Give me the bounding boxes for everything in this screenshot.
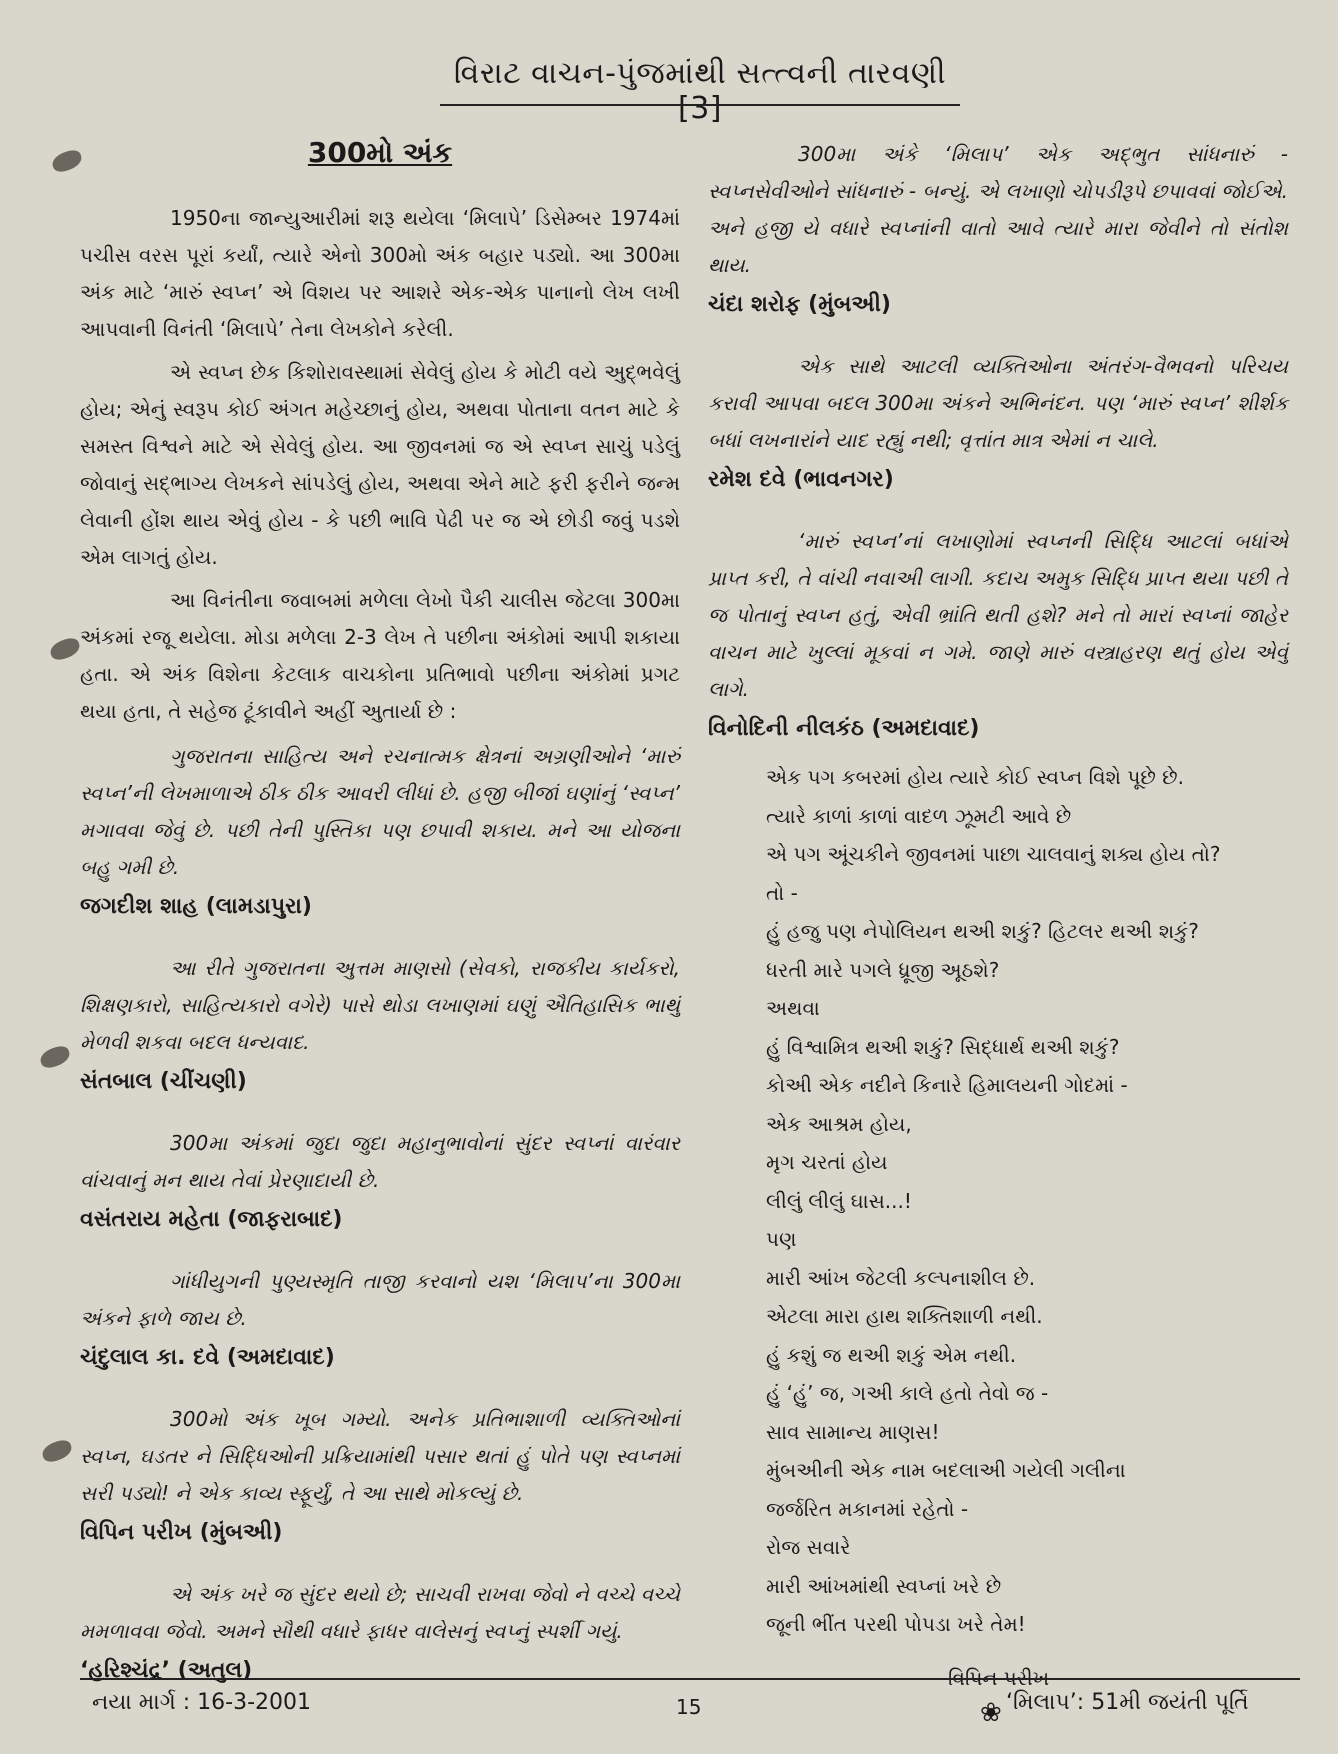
- poem-line: એટલા મારા હાથ શક્તિશાળી નથી.: [766, 1304, 1043, 1328]
- poem-line: મારી આંખ જેટલી કલ્પનાશીલ છે.: [766, 1265, 1036, 1290]
- reader-response: 300મો અંક ખૂબ ગમ્યો. અનેક પ્રતિભાશાળી વ્યક્તિઓનાં સ્વપ્ન, ઘડતર ને સિદ્ધિઓની પ્રક્રિયામાંથી પસાર થતાં હું પોતે પણ સ્વપ્નમાં સરી પડ્યો! ને એક કાવ્ય સ્ફૂર્યું, તે આ સાથે મોકલ્યું છે.: [80, 1407, 680, 1505]
- intro-paragraph: એ સ્વપ્ન છેક કિશોરાવસ્થામાં સેવેલું હોય કે મોટી વયે અુદ્ભવેલું હોય; એનું સ્વરૂપ કોઈ અંગત મહેચ્છાનું હોય, અથવા પોતાના વતન માટે કે સમસ્ત વિશ્વને માટે એ સેવેલું હોય. આ જીવનમાં જ એ સ્વપ્ન સાચું પડેલું જોવાનું સદ્ભાગ્ય લેખકને સાંપડેલું હોય, અથવા એને માટે ફરી ફરીને જન્મ લેવાની હોંશ થાય એવું હોય - કે પછી ભાવિ પેઢી પર જ એ છોડી જવું પડશે એમ લાગતું હોય.: [80, 360, 680, 569]
- poem-line: સાવ સામાન્ય માણસ!: [766, 1419, 940, 1444]
- poem-line: હું ‘હું’ જ, ગઅી કાલે હતો તેવો જ -: [766, 1381, 1049, 1405]
- footer-publication-date: નયા માર્ગ : 16-3-2001: [92, 1690, 312, 1715]
- page-header-title: વિરાટ વાચન-પુંજમાંથી સત્ત્વની તારવણી [3]: [453, 56, 947, 126]
- poem-line: હું હજુ પણ નેપોલિયન થઅી શકું? હિટલર થઅી શકું?: [766, 919, 1199, 943]
- poem-line: લીલું લીલું ઘાસ...!: [766, 1188, 912, 1213]
- reader-response: 300મા અંકમાં જુદા જુદા મહાનુભાવોનાં સુંદર સ્વપ્નાં વારંવાર વાંચવાનું મન થાય તેવાં પ્રેરણાદાયી છે.: [80, 1131, 680, 1192]
- flower-ornament-icon: ❀: [980, 1697, 1002, 1728]
- poem-line: એ પગ અૂંચકીને જીવનમાં પાછા ચાલવાનું શક્ય હોય તો?: [766, 842, 1221, 866]
- response-author: ચંદુલાલ કા. દવે (અમદાવાદ): [80, 1345, 335, 1370]
- article-title: 300મો અંક: [307, 136, 453, 169]
- poem-line: અથવા: [766, 996, 820, 1020]
- poem-line: મુંબઅીની એક નામ બદલાઅી ગયેલી ગલીના: [766, 1458, 1126, 1482]
- page-number: 15: [676, 1695, 702, 1719]
- reader-response: ગુજરાતના સાહિત્ય અને રચનાત્મક ક્ષેત્રનાં અગ્રણીઓને ‘મારું સ્વપ્ન’ની લેખમાળાએ ઠીક ઠીક આવરી લીધાં છે. હજી બીજાં ઘણાંનું ‘સ્વપ્ન’ મગાવવા જેવું છે. પછી તેની પુસ્તિકા પણ છપાવી શકાય. મને આ યોજના બહુ ગમી છે.: [80, 744, 680, 879]
- intro-paragraph: 1950ના જાન્યુઆરીમાં શરૂ થયેલા ‘મિલાપે’ ડિસેમ્બર 1974માં પચીસ વરસ પૂરાં કર્યાં, ત્યારે એનો 300મો અંક બહાર પડ્યો. આ 300મા અંક માટે ‘મારું સ્વપ્ન’ એ વિશય પર આશરે એક-એક પાનાનો લેખ લખી આપવાની વિનંતી ‘મિલાપે’ તેના લેખકોને કરેલી.: [80, 206, 680, 341]
- footer-supplement-title: ‘મિલાપ’: 51મી જયંતી પૂર્તિ: [1006, 1690, 1249, 1715]
- response-author: ‘હરિશ્ચંદ્ર’ (અતુલ): [80, 1658, 253, 1683]
- punch-hole-mark: [40, 1437, 74, 1464]
- header-rule: [440, 104, 960, 106]
- response-author: વસંતરાય મહેતા (જાફરાબાદ): [80, 1207, 343, 1232]
- punch-hole-mark: [48, 635, 82, 662]
- response-author: વિપિન પરીખ (મુંબઅી): [80, 1520, 283, 1545]
- response-author: વિનોદિની નીલકંઠ (અમદાવાદ): [708, 716, 980, 741]
- poem-line: હું કશું જ થઅી શકું એમ નથી.: [766, 1342, 1017, 1367]
- poem-line: ધરતી મારે પગલે ધ્રૂજી અૂઠશે?: [766, 957, 1000, 982]
- poem-line: પણ: [766, 1227, 797, 1251]
- response-author: જગદીશ શાહ (લામડાપુરા): [80, 894, 312, 919]
- poem-line: ત્યારે કાળાં કાળાં વાદળ ઝૂમટી આવે છે: [766, 803, 1072, 828]
- reader-response: ‘મારું સ્વપ્ન’નાં લખાણોમાં સ્વપ્નની સિદ્ધિ આટલાં બધાંએ પ્રાપ્ત કરી, તે વાંચી નવાઅી લાગી. કદાચ અમુક સિદ્ધિ પ્રાપ્ત થયા પછી તે જ પોતાનું સ્વપ્ન હતું, એવી ભ્રાંતિ થતી હશે? મને તો મારાં સ્વપ્નાં જાહેર વાચન માટે ખુલ્લાં મૂકવાં ન ગમે. જાણે મારું વસ્ત્રાહરણ થતું હોય એવું લાગે.: [708, 529, 1288, 701]
- poem-line: એક પગ કબરમાં હોય ત્યારે કોઈ સ્વપ્ન વિશે પૂછે છે.: [766, 765, 1184, 789]
- poem-line: મૃગ ચરતાં હોય: [766, 1150, 888, 1174]
- response-author: ચંદા શરોફ (મુંબઅી): [708, 292, 891, 317]
- reader-response: આ રીતે ગુજરાતના અુત્તમ માણસો (સેવકો, રાજકીય કાર્યકરો, શિક્ષણકારો, સાહિત્યકારો વગેરે) પાસે થોડા લખાણમાં ઘણું ઐતિહાસિક ભાથું મેળવી શકવા બદલ ધન્યવાદ.: [80, 956, 680, 1054]
- reader-response: એક સાથે આટલી વ્યક્તિઓના અંતરંગ-વૈભવનો પરિચય કરાવી આપવા બદલ 300મા અંકને અભિનંદન. પણ ‘મારું સ્વપ્ન’ શીર્શક બધાં લખનારાંને યાદ રહ્યું નથી; વૃત્તાંત માત્ર એમાં ન ચાલે.: [708, 354, 1288, 452]
- reader-response: 300મા અંકે ‘મિલાપ’ એક અદ્ભુત સાંધનારું - સ્વપ્નસેવીઓને સાંધનારું - બન્યું. એ લખાણો ચોપડીરૂપે છપાવવાં જોઈએ. અને હજી યે વધારે સ્વપ્નાંની વાતો આવે ત્યારે મારા જેવીને તો સંતોશ થાય.: [708, 142, 1288, 277]
- response-author: સંતબાલ (ચીંચણી): [80, 1069, 247, 1094]
- poem-author: વિપિન પરીખ: [948, 1665, 1050, 1690]
- poem-line: કોઅી એક નદીને કિનારે હિમાલયની ગોદમાં -: [766, 1073, 1128, 1097]
- poem-line: તો -: [766, 880, 798, 905]
- footer-rule: [80, 1678, 1300, 1680]
- left-column: [80, 130, 680, 1690]
- reader-response: ગાંધીયુગની પુણ્યસ્મૃતિ તાજી કરવાનો યશ ‘મિલાપ’ના 300મા અંકને ફાળે જાય છે.: [80, 1269, 680, 1330]
- poem-line: જૂની ભીંત પરથી પોપડા ખરે તેમ!: [766, 1612, 1026, 1636]
- poem-line: મારી આંખમાંથી સ્વપ્નાં ખરે છે: [766, 1573, 1002, 1598]
- right-column: [708, 130, 1288, 1728]
- poem-line: હું વિશ્વામિત્ર થઅી શકું? સિદ્ધાર્થ થઅી શકું?: [766, 1034, 1120, 1059]
- poem: [766, 758, 1288, 1644]
- poem-line: એક આશ્રમ હોય,: [766, 1111, 912, 1136]
- response-author: રમેશ દવે (ભાવનગર): [708, 467, 894, 492]
- intro-paragraph: આ વિનંતીના જવાબમાં મળેલા લેખો પૈકી ચાલીસ જેટલા 300મા અંકમાં રજૂ થયેલા. મોડા મળેલા 2-3 લેખ તે પછીના અંકોમાં આપી શકાયા હતા. એ અંક વિશેના કેટલાક વાચકોના પ્રતિભાવો પછીના અંકોમાં પ્રગટ થયા હતા, તે સહેજ ટૂંકાવીને અહીં અુતાર્યા છે :: [80, 588, 680, 723]
- reader-response: એ અંક ખરે જ સુંદર થયો છે; સાચવી રાખવા જેવો ને વચ્ચે વચ્ચે મમળાવવા જેવો. અમને સૌથી વધારે ફાધર વાલેસનું સ્વપ્નું સ્પર્શી ગયું.: [80, 1582, 680, 1643]
- poem-line: રોજ સવારે: [766, 1535, 851, 1559]
- poem-line: જર્જરિત મકાનમાં રહેતો -: [766, 1496, 969, 1521]
- punch-hole-mark: [38, 1043, 72, 1070]
